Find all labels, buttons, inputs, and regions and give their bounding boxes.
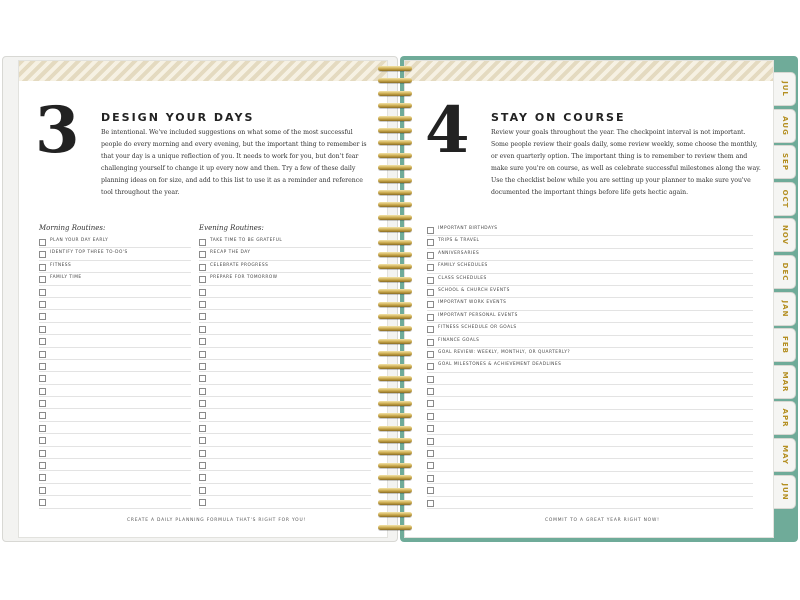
checklist-row (39, 323, 191, 335)
checklist-row (39, 236, 191, 248)
checkbox[interactable] (199, 425, 206, 432)
checkbox[interactable] (199, 326, 206, 333)
decorative-stripe-band (19, 61, 387, 81)
spiral-ring (378, 227, 412, 232)
checklist-row (199, 447, 371, 459)
checklist-row (427, 261, 753, 273)
checkbox[interactable] (427, 363, 434, 370)
checkbox[interactable] (39, 375, 46, 382)
month-tab-dec[interactable] (774, 255, 796, 289)
month-tab-jun[interactable] (774, 475, 796, 509)
spiral-ring (378, 413, 412, 418)
checkbox[interactable] (427, 264, 434, 271)
month-tab-label: OCT (780, 189, 789, 209)
checklist-row (39, 248, 191, 260)
spiral-ring (378, 388, 412, 393)
month-tab-feb[interactable] (774, 328, 796, 362)
month-tab-label: JUL (780, 81, 789, 97)
spiral-binding (378, 62, 412, 540)
month-tab-aug[interactable] (774, 109, 796, 143)
checkbox[interactable] (199, 400, 206, 407)
spiral-ring (378, 252, 412, 257)
checklist-item-label: CLASS SCHEDULES (438, 275, 487, 281)
checkbox[interactable] (427, 438, 434, 445)
month-tab-label: MAR (780, 371, 789, 393)
month-tab-apr[interactable] (774, 401, 796, 435)
checklist-row (427, 385, 753, 397)
spiral-ring (378, 66, 412, 71)
checklist-item-label: ANNIVERSARIES (438, 250, 480, 256)
checkbox[interactable] (39, 450, 46, 457)
spiral-ring (378, 91, 412, 96)
spiral-ring (378, 426, 412, 431)
checklist-row (427, 323, 753, 335)
checkbox[interactable] (39, 499, 46, 506)
left-planner-page (18, 60, 388, 538)
checklist-row (199, 360, 371, 372)
spiral-ring (378, 140, 412, 145)
checkbox[interactable] (427, 301, 434, 308)
checklist-row (427, 336, 753, 348)
checkbox[interactable] (199, 351, 206, 358)
month-tab-label: SEP (780, 153, 789, 172)
checklist-row (199, 261, 371, 273)
section-number: 3 (35, 93, 80, 168)
checkbox[interactable] (199, 239, 206, 246)
checkbox[interactable] (199, 499, 206, 506)
checklist-row (427, 298, 753, 310)
checkbox[interactable] (427, 388, 434, 395)
checklist-row (39, 372, 191, 384)
checkbox[interactable] (427, 487, 434, 494)
evening-checklist (199, 236, 371, 509)
month-tab-oct[interactable] (774, 182, 796, 216)
checklist-row (39, 434, 191, 446)
checklist-row (199, 248, 371, 260)
checklist-item-label: CELEBRATE PROGRESS (210, 262, 269, 268)
checkbox[interactable] (39, 351, 46, 358)
checklist-row (39, 261, 191, 273)
checklist-row (199, 422, 371, 434)
checklist-item-label: FAMILY SCHEDULES (438, 263, 488, 269)
checklist-row (199, 298, 371, 310)
checklist-item-label: RECAP THE DAY (210, 250, 251, 256)
checklist-row (199, 385, 371, 397)
checklist-row (199, 335, 371, 347)
checkbox[interactable] (427, 400, 434, 407)
spiral-ring (378, 78, 412, 83)
checklist-row (39, 385, 191, 397)
checklist-row (427, 274, 753, 286)
checkbox[interactable] (427, 239, 434, 246)
checkbox[interactable] (199, 412, 206, 419)
month-tab-label: DEC (780, 262, 789, 282)
checkbox[interactable] (39, 301, 46, 308)
checklist-row (427, 447, 753, 459)
checklist-row (39, 360, 191, 372)
page-footer: CREATE A DAILY PLANNING FORMULA THAT'S RIGHT FOR YOU! (127, 518, 307, 523)
checklist-item-label: TRIPS & TRAVEL (438, 238, 480, 244)
checkbox[interactable] (199, 338, 206, 345)
spiral-ring (378, 500, 412, 505)
spiral-ring (378, 264, 412, 269)
checkbox[interactable] (427, 339, 434, 346)
checklist-row (39, 459, 191, 471)
checklist-row (199, 397, 371, 409)
checklist-row (39, 397, 191, 409)
checklist-item-label: FITNESS SCHEDULE OR GOALS (438, 325, 517, 331)
checkbox[interactable] (199, 251, 206, 258)
checkbox[interactable] (427, 425, 434, 432)
checkbox[interactable] (199, 437, 206, 444)
checkbox[interactable] (39, 462, 46, 469)
month-tab-nov[interactable] (774, 218, 796, 252)
month-tab-label: FEB (780, 336, 789, 355)
checkbox[interactable] (199, 388, 206, 395)
checklist-item-label: TAKE TIME TO BE GRATEFUL (210, 238, 283, 243)
checklist-row (427, 410, 753, 422)
right-planner-page (404, 60, 774, 538)
checkbox[interactable] (199, 264, 206, 271)
page-title: STAY ON COURSE (491, 111, 626, 124)
spiral-ring (378, 215, 412, 220)
checklist-row (39, 273, 191, 285)
spiral-ring (378, 401, 412, 406)
checklist-item-label: IDENTIFY TOP THREE TO-DO'S (50, 250, 128, 256)
checkbox[interactable] (199, 487, 206, 494)
checkbox[interactable] (199, 450, 206, 457)
month-tab-label: MAY (780, 445, 789, 465)
spiral-ring (378, 339, 412, 344)
checkbox[interactable] (39, 412, 46, 419)
checklist-row (199, 409, 371, 421)
checkbox[interactable] (427, 500, 434, 507)
checkbox[interactable] (427, 227, 434, 234)
month-tabs (774, 72, 798, 542)
checklist-row (39, 298, 191, 310)
decorative-stripe-band (405, 61, 773, 81)
checklist-row (39, 409, 191, 421)
spiral-ring (378, 488, 412, 493)
checkbox[interactable] (39, 400, 46, 407)
checkbox[interactable] (427, 376, 434, 383)
checkbox[interactable] (39, 326, 46, 333)
checkbox[interactable] (427, 450, 434, 457)
spiral-ring (378, 103, 412, 108)
goal-checklist (427, 224, 753, 509)
checklist-row (39, 447, 191, 459)
checklist-row (199, 372, 371, 384)
checkbox[interactable] (199, 313, 206, 320)
spiral-ring (378, 153, 412, 158)
morning-routines-heading: Morning Routines: (39, 224, 106, 232)
month-tab-jul[interactable] (774, 72, 796, 106)
checklist-item-label: FINANCE GOALS (438, 337, 480, 343)
spiral-ring (378, 475, 412, 480)
spiral-ring (378, 450, 412, 455)
month-tab-label: JUN (780, 483, 789, 501)
spiral-ring (378, 289, 412, 294)
month-tab-label: NOV (780, 225, 789, 246)
month-tab-label: AUG (780, 115, 789, 136)
checklist-row (39, 422, 191, 434)
checklist-item-label: FAMILY TIME (50, 275, 82, 281)
intro-paragraph: Be intentional. We've included suggestions on what some of the most successful people do every morning and every evening, but the important thing to remember is that your day is a unique reflection of you. It needs to work for you, but don't fear challenging yourself to change it up every now and then. Try a few of these daily planning ideas on for size, and add to this list to use it as a reminder and reference tool throughout the year. (101, 129, 367, 196)
checklist-row (199, 496, 371, 508)
month-tab-jan[interactable] (774, 292, 796, 326)
section-number: 4 (425, 93, 470, 168)
checklist-item-label: IMPORTANT WORK EVENTS (438, 300, 507, 306)
checkbox[interactable] (199, 301, 206, 308)
checklist-item-label: PLAN YOUR DAY EARLY (50, 238, 109, 243)
checklist-row (427, 373, 753, 385)
checklist-row (427, 236, 753, 248)
checklist-row (427, 249, 753, 261)
checklist-row (199, 434, 371, 446)
spiral-ring (378, 438, 412, 443)
spiral-ring (378, 463, 412, 468)
month-tab-may[interactable] (774, 438, 796, 472)
spiral-ring (378, 376, 412, 381)
checkbox[interactable] (199, 363, 206, 370)
spiral-ring (378, 128, 412, 133)
checkbox[interactable] (39, 313, 46, 320)
checklist-row (427, 422, 753, 434)
checklist-row (199, 484, 371, 496)
spiral-ring (378, 314, 412, 319)
month-tab-sep[interactable] (774, 145, 796, 179)
evening-routines-heading: Evening Routines: (199, 224, 264, 232)
spiral-ring (378, 178, 412, 183)
checklist-item-label: PREPARE FOR TOMORROW (210, 275, 278, 281)
month-tab-label: JAN (780, 300, 789, 318)
checkbox[interactable] (39, 487, 46, 494)
checklist-item-label: FITNESS (50, 262, 72, 268)
checklist-row (199, 310, 371, 322)
checkbox[interactable] (39, 264, 46, 271)
checkbox[interactable] (427, 289, 434, 296)
spiral-ring (378, 326, 412, 331)
checklist-row (199, 236, 371, 248)
checklist-item-label: IMPORTANT PERSONAL EVENTS (438, 312, 518, 318)
month-tab-label: APR (780, 408, 789, 428)
checkbox[interactable] (427, 252, 434, 259)
spiral-ring (378, 364, 412, 369)
spiral-ring (378, 190, 412, 195)
checklist-row (199, 348, 371, 360)
checkbox[interactable] (39, 363, 46, 370)
checklist-row (427, 224, 753, 236)
spiral-ring (378, 512, 412, 517)
spiral-ring (378, 277, 412, 282)
checklist-item-label: IMPORTANT BIRTHDAYS (438, 226, 498, 231)
checkbox[interactable] (39, 276, 46, 283)
checklist-item-label: GOAL MILESTONES & ACHIEVEMENT DEADLINES (438, 362, 562, 368)
checklist-row (427, 348, 753, 360)
checklist-row (427, 397, 753, 409)
checklist-row (199, 286, 371, 298)
checklist-row (39, 484, 191, 496)
checkbox[interactable] (39, 425, 46, 432)
checkbox[interactable] (39, 338, 46, 345)
checklist-item-label: SCHOOL & CHURCH EVENTS (438, 287, 510, 293)
checkbox[interactable] (199, 289, 206, 296)
checkbox[interactable] (427, 462, 434, 469)
checklist-row (427, 311, 753, 323)
checkbox[interactable] (39, 388, 46, 395)
checkbox[interactable] (427, 326, 434, 333)
checkbox[interactable] (427, 277, 434, 284)
checkbox[interactable] (199, 276, 206, 283)
spiral-ring (378, 240, 412, 245)
checklist-row (427, 286, 753, 298)
checklist-row (427, 435, 753, 447)
checklist-row (199, 459, 371, 471)
morning-checklist (39, 236, 191, 509)
checkbox[interactable] (427, 475, 434, 482)
checklist-item-label: GOAL REVIEW: WEEKLY, MONTHLY, OR QUARTERLY? (438, 349, 571, 355)
checklist-row (39, 496, 191, 508)
checkbox[interactable] (39, 474, 46, 481)
checklist-row (427, 497, 753, 509)
spiral-ring (378, 165, 412, 170)
intro-paragraph: Review your goals throughout the year. The checkpoint interval is not important. Some people review their goals daily, some review weekly, some choose the monthly, or even quarterly option. The important thing is to remember to review them and make sure you're on course, as well as celebrate successful milestones along the way. Use the checklist below while you are setting up your planner to make sure you've documented the important things before life gets hectic again. (491, 129, 761, 196)
spiral-ring (378, 351, 412, 356)
checklist-row (427, 472, 753, 484)
checkbox[interactable] (39, 239, 46, 246)
spiral-ring (378, 525, 412, 530)
spiral-ring (378, 202, 412, 207)
checklist-row (427, 484, 753, 496)
checklist-row (39, 471, 191, 483)
month-tab-mar[interactable] (774, 365, 796, 399)
checklist-row (199, 273, 371, 285)
checkbox[interactable] (199, 474, 206, 481)
checklist-row (39, 310, 191, 322)
spiral-ring (378, 302, 412, 307)
page-footer: COMMIT TO A GREAT YEAR RIGHT NOW! (545, 518, 660, 523)
page-title: DESIGN YOUR DAYS (101, 111, 255, 124)
checklist-row (199, 323, 371, 335)
checkbox[interactable] (39, 437, 46, 444)
checkbox[interactable] (427, 413, 434, 420)
checkbox[interactable] (199, 462, 206, 469)
checklist-row (427, 360, 753, 372)
checklist-row (427, 459, 753, 471)
checkbox[interactable] (427, 351, 434, 358)
checklist-row (39, 335, 191, 347)
checkbox[interactable] (39, 289, 46, 296)
checkbox[interactable] (199, 375, 206, 382)
checklist-row (39, 348, 191, 360)
checklist-row (199, 471, 371, 483)
checklist-row (39, 286, 191, 298)
checkbox[interactable] (39, 251, 46, 258)
spiral-ring (378, 116, 412, 121)
checkbox[interactable] (427, 314, 434, 321)
